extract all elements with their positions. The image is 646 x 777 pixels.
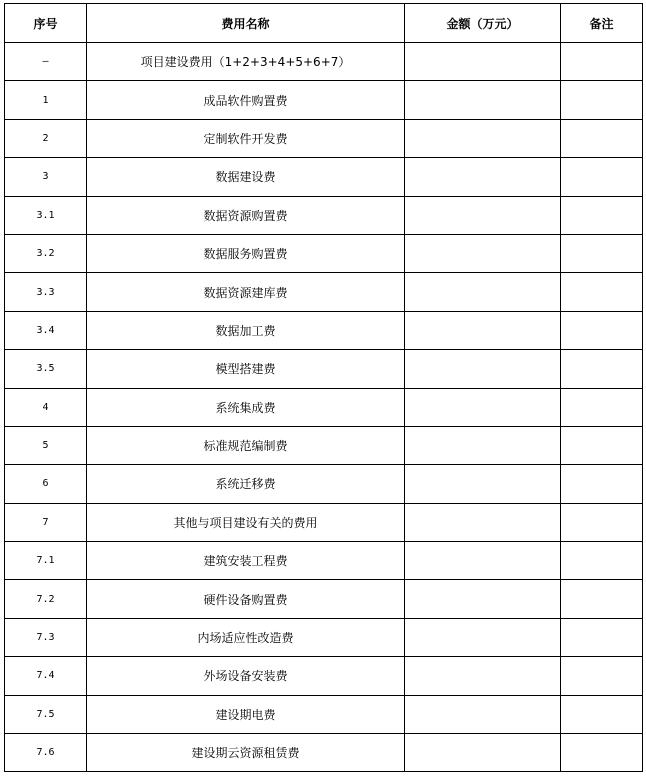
row-amount[interactable] xyxy=(405,81,561,119)
row-remark[interactable] xyxy=(561,196,643,234)
row-remark[interactable] xyxy=(561,695,643,733)
row-seq: 7.4 xyxy=(5,657,87,695)
row-remark[interactable] xyxy=(561,618,643,656)
row-remark[interactable] xyxy=(561,580,643,618)
header-seq: 序号 xyxy=(5,4,87,43)
row-amount[interactable] xyxy=(405,119,561,157)
row-seq: 7.5 xyxy=(5,695,87,733)
table-row xyxy=(5,119,643,157)
table-row xyxy=(5,158,643,196)
row-name: 模型搭建费 xyxy=(87,350,405,388)
row-remark[interactable] xyxy=(561,273,643,311)
table-row xyxy=(5,503,643,541)
row-seq: 7.3 xyxy=(5,618,87,656)
row-remark[interactable] xyxy=(561,465,643,503)
table-row xyxy=(5,43,643,81)
row-remark[interactable] xyxy=(561,43,643,81)
table-row xyxy=(5,657,643,695)
row-amount[interactable] xyxy=(405,503,561,541)
row-remark[interactable] xyxy=(561,426,643,464)
table-row xyxy=(5,580,643,618)
row-amount[interactable] xyxy=(405,465,561,503)
row-amount[interactable] xyxy=(405,542,561,580)
header-remark: 备注 xyxy=(561,4,643,43)
row-amount[interactable] xyxy=(405,311,561,349)
row-amount[interactable] xyxy=(405,734,561,772)
row-seq: 3.5 xyxy=(5,350,87,388)
row-name: 其他与项目建设有关的费用 xyxy=(87,503,405,541)
row-seq: 5 xyxy=(5,426,87,464)
table-row xyxy=(5,542,643,580)
row-remark[interactable] xyxy=(561,350,643,388)
row-seq: 3.2 xyxy=(5,234,87,272)
row-seq: 7 xyxy=(5,503,87,541)
row-seq: 7.6 xyxy=(5,734,87,772)
header-row xyxy=(5,4,643,43)
row-name: 数据加工费 xyxy=(87,311,405,349)
row-seq: 4 xyxy=(5,388,87,426)
table-body xyxy=(5,43,643,772)
row-amount[interactable] xyxy=(405,350,561,388)
table-row xyxy=(5,388,643,426)
table-row xyxy=(5,426,643,464)
row-remark[interactable] xyxy=(561,81,643,119)
row-amount[interactable] xyxy=(405,580,561,618)
row-seq: 7.1 xyxy=(5,542,87,580)
row-remark[interactable] xyxy=(561,388,643,426)
row-name: 建设期云资源租赁费 xyxy=(87,734,405,772)
table-row xyxy=(5,734,643,772)
row-name: 系统迁移费 xyxy=(87,465,405,503)
row-name: 系统集成费 xyxy=(87,388,405,426)
table-row xyxy=(5,81,643,119)
table-row xyxy=(5,695,643,733)
row-remark[interactable] xyxy=(561,158,643,196)
table-row xyxy=(5,311,643,349)
row-amount[interactable] xyxy=(405,273,561,311)
table-header xyxy=(5,4,643,43)
row-amount[interactable] xyxy=(405,234,561,272)
row-name: 数据资源建库费 xyxy=(87,273,405,311)
row-amount[interactable] xyxy=(405,196,561,234)
row-seq: 7.2 xyxy=(5,580,87,618)
row-name: 数据建设费 xyxy=(87,158,405,196)
row-name: 数据资源购置费 xyxy=(87,196,405,234)
row-name: 外场设备安装费 xyxy=(87,657,405,695)
row-remark[interactable] xyxy=(561,734,643,772)
row-name: 硬件设备购置费 xyxy=(87,580,405,618)
row-seq: 3.3 xyxy=(5,273,87,311)
row-remark[interactable] xyxy=(561,119,643,157)
table-row xyxy=(5,234,643,272)
row-name: 建筑安装工程费 xyxy=(87,542,405,580)
row-name: 标准规范编制费 xyxy=(87,426,405,464)
table-row xyxy=(5,350,643,388)
row-seq: 2 xyxy=(5,119,87,157)
row-name: 成品软件购置费 xyxy=(87,81,405,119)
row-remark[interactable] xyxy=(561,234,643,272)
row-amount[interactable] xyxy=(405,426,561,464)
table-row xyxy=(5,618,643,656)
row-amount[interactable] xyxy=(405,388,561,426)
header-amount: 金额（万元） xyxy=(405,4,561,43)
row-seq: 6 xyxy=(5,465,87,503)
row-seq: — xyxy=(5,43,87,81)
row-amount[interactable] xyxy=(405,695,561,733)
table-row xyxy=(5,196,643,234)
row-name: 数据服务购置费 xyxy=(87,234,405,272)
row-amount[interactable] xyxy=(405,43,561,81)
row-name: 项目建设费用（1+2+3+4+5+6+7） xyxy=(87,43,405,81)
row-name: 建设期电费 xyxy=(87,695,405,733)
row-name: 定制软件开发费 xyxy=(87,119,405,157)
row-remark[interactable] xyxy=(561,311,643,349)
row-seq: 3.4 xyxy=(5,311,87,349)
row-amount[interactable] xyxy=(405,657,561,695)
row-remark[interactable] xyxy=(561,503,643,541)
header-name: 费用名称 xyxy=(87,4,405,43)
row-seq: 3.1 xyxy=(5,196,87,234)
row-amount[interactable] xyxy=(405,618,561,656)
table-row xyxy=(5,465,643,503)
row-remark[interactable] xyxy=(561,542,643,580)
row-seq: 1 xyxy=(5,81,87,119)
row-remark[interactable] xyxy=(561,657,643,695)
row-amount[interactable] xyxy=(405,158,561,196)
row-seq: 3 xyxy=(5,158,87,196)
cost-table xyxy=(4,3,643,772)
row-name: 内场适应性改造费 xyxy=(87,618,405,656)
table-row xyxy=(5,273,643,311)
